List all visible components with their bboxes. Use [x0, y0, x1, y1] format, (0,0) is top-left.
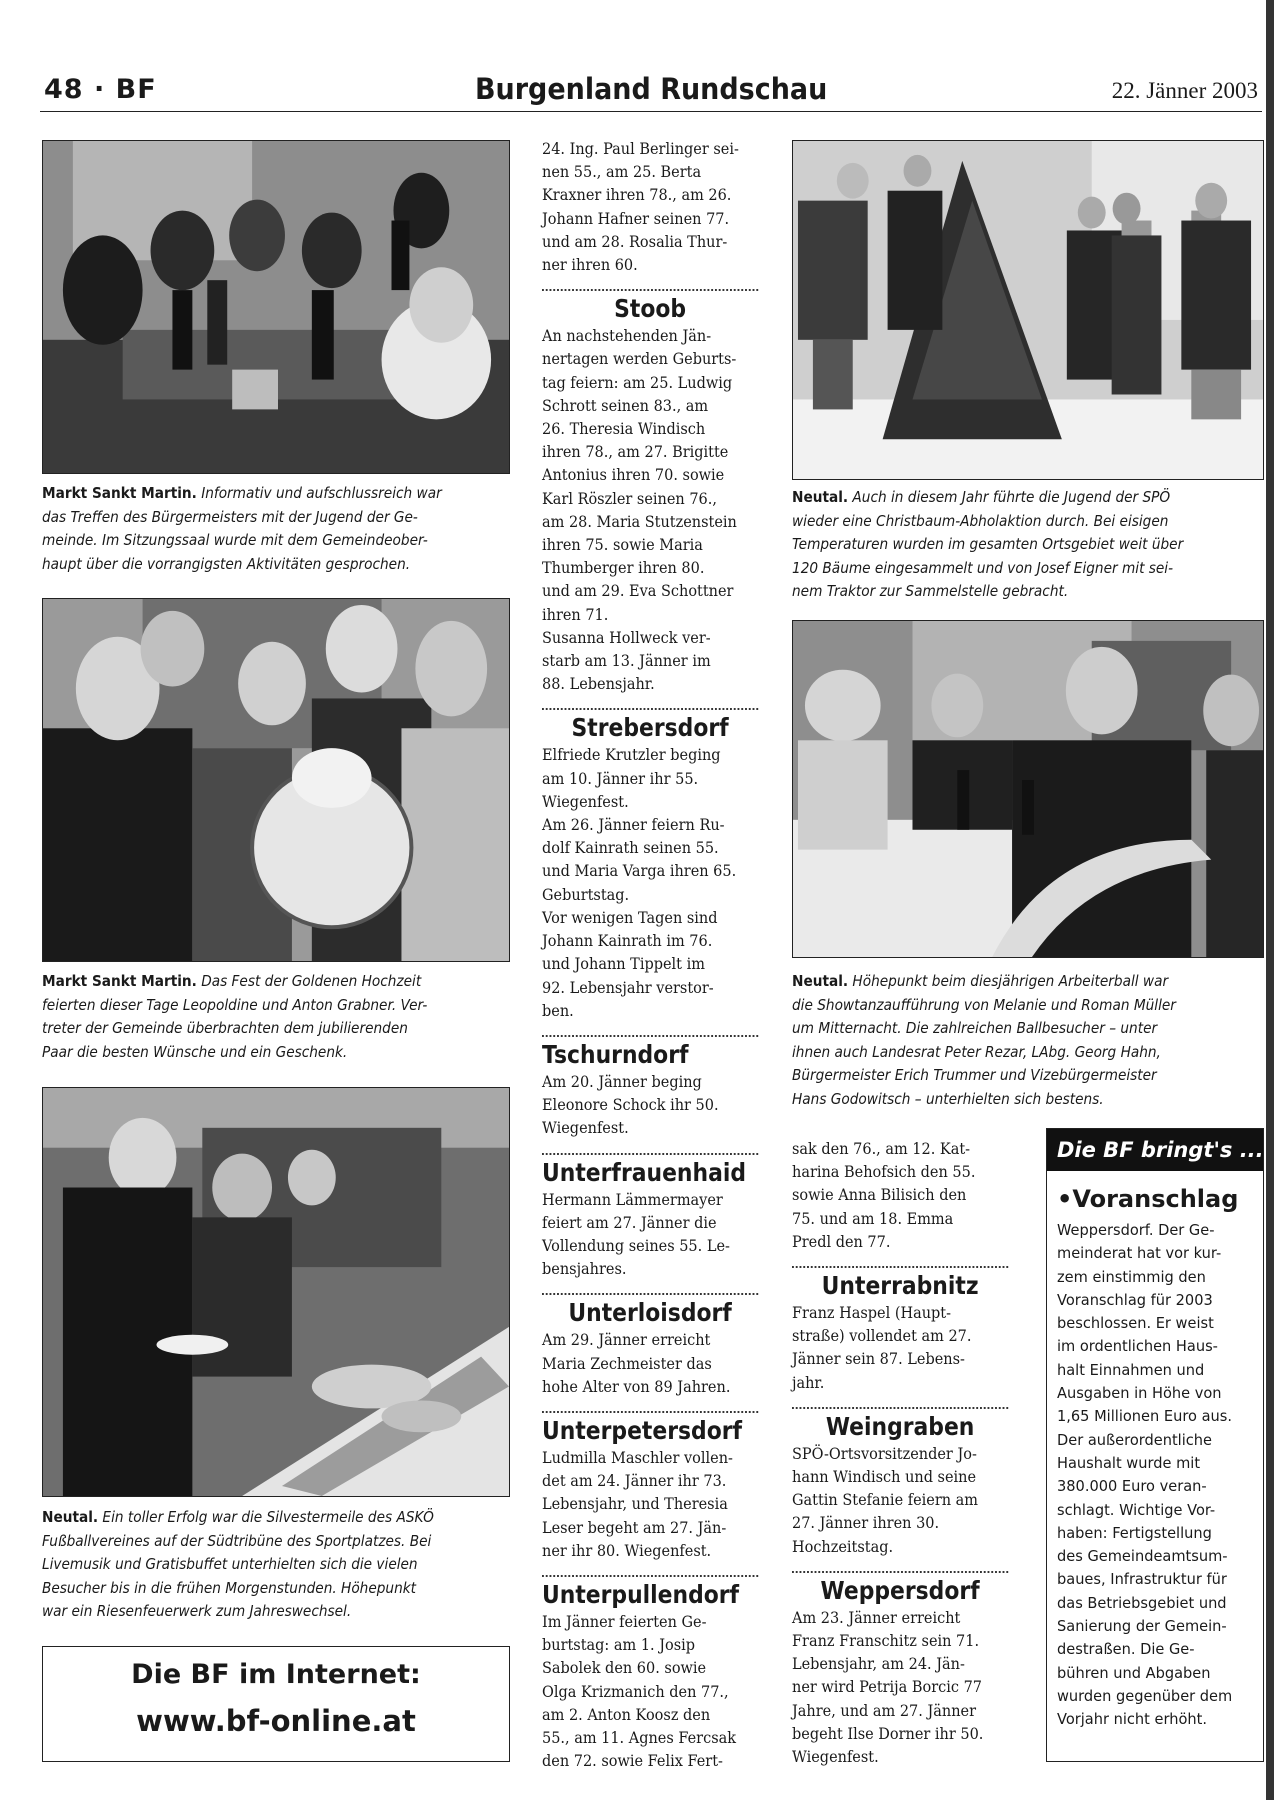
section-heading-unterrabnitz: Unterrabnitz	[821, 1271, 979, 1301]
section-heading-weingraben: Weingraben	[825, 1411, 975, 1441]
photo-silvester-buffet-image	[43, 1088, 509, 1496]
photo-youth-meeting	[42, 140, 510, 474]
bf-news-box	[1046, 1128, 1264, 1762]
dotted-separator	[542, 277, 758, 291]
caption-place: Markt Sankt Martin.	[42, 972, 197, 990]
dotted-separator	[792, 1254, 1008, 1268]
caption-golden-wedding: Markt Sankt Martin. Das Fest der Goldenen Hochzeit feierten dieser Tage Leopoldine und Anton Grabner. Ver- treter der Gemeinde überbrachten dem jubilierenden Paar die besten Wünsche und ein Geschenk.	[42, 972, 428, 1061]
page-binding-edge	[1266, 0, 1274, 1800]
section-heading-weppersdorf: Weppersdorf	[820, 1575, 980, 1605]
bf-news-box-heading: Die BF bringt's ...	[1047, 1129, 1263, 1171]
dotted-separator	[542, 696, 758, 710]
photo-silvester-buffet	[42, 1087, 510, 1497]
caption-youth-meeting: Markt Sankt Martin. Informativ und aufschlussreich war das Treffen des Bürgermeisters mit der Jugend der Ge- meinde. Im Sitzungssaal wurde mit dem Gemeindeober- haupt über die vorrangigsten Aktivitäten gesprochen.	[42, 484, 442, 573]
internet-promo-box	[42, 1646, 510, 1762]
photo-christmas-tree-collection	[792, 140, 1264, 480]
dotted-separator	[542, 1399, 758, 1413]
section-heading-unterpullendorf: Unterpullendorf	[542, 1579, 740, 1609]
bf-news-item-title: •Voranschlag	[1057, 1185, 1239, 1213]
photo-workers-ball	[792, 620, 1264, 958]
page-header	[40, 68, 1262, 112]
caption-place: Neutal.	[792, 488, 849, 506]
photo-youth-meeting-image	[43, 141, 509, 473]
dotted-separator	[542, 1281, 758, 1295]
dotted-separator	[792, 1559, 1008, 1573]
website-link[interactable]: www.bf-online.at	[136, 1704, 416, 1738]
photo-golden-wedding	[42, 598, 510, 962]
section-heading-unterfrauenhaid: Unterfrauenhaid	[542, 1157, 746, 1187]
caption-christmas-tree-collection: Neutal. Auch in diesem Jahr führte die Jugend der SPÖ wieder eine Christbaum-Abholaktion durch. Bei eisigen Temperaturen wurden im gesamten Ortsgebiet weit über 120 Bäume eingesammelt und von Josef Eigner mit sei- nem Traktor zur Sammelstelle gebracht.	[792, 488, 1184, 600]
photo-workers-ball-image	[793, 621, 1263, 957]
dotted-separator	[542, 1141, 758, 1155]
internet-promo-title: Die BF im Internet:	[131, 1659, 421, 1690]
section-heading-unterloisdorf: Unterloisdorf	[568, 1298, 732, 1328]
caption-place: Neutal.	[792, 972, 849, 990]
dotted-separator	[542, 1563, 758, 1577]
dotted-separator	[542, 1023, 758, 1037]
newspaper-title: Burgenland Rundschau	[475, 72, 828, 106]
page-number: 48 · BF	[44, 74, 157, 105]
caption-place: Markt Sankt Martin.	[42, 484, 197, 502]
caption-silvester-buffet: Neutal. Ein toller Erfolg war die Silvestermeile des ASKÖ Fußballvereines auf der Südtribüne des Sportplatzes. Bei Livemusik und Gratisbuffet unterhielten sich die vielen Besucher bis in die frühen Morgenstunden. Höhepunkt war ein Riesenfeuerwerk zum Jahreswechsel.	[42, 1508, 434, 1620]
caption-place: Neutal.	[42, 1508, 99, 1526]
dotted-separator	[792, 1395, 1008, 1409]
section-heading-strebersdorf: Strebersdorf	[571, 713, 729, 743]
section-heading-stoob: Stoob	[614, 294, 687, 324]
section-heading-unterpetersdorf: Unterpetersdorf	[542, 1415, 743, 1445]
issue-date: 22. Jänner 2003	[1111, 78, 1258, 103]
section-heading-tschurndorf: Tschurndorf	[542, 1039, 689, 1069]
photo-golden-wedding-image	[43, 599, 509, 961]
caption-workers-ball: Neutal. Höhepunkt beim diesjährigen Arbeiterball war die Showtanzaufführung von Melanie und Roman Müller um Mitternacht. Die zahlreichen Ballbesucher – unter ihnen auch Landesrat Peter Rezar, LAbg. Georg Hahn, Bürgermeister Erich Trummer und Vizebürgermeister Hans Godowitsch – unterhielten sich bestens.	[792, 972, 1176, 1108]
text-column-middle: 24. Ing. Paul Berlinger sei- nen 55., am 25. Berta Kraxner ihren 78., am 26. Johann Hafner seinen 77. und am 28. Rosalia Thur- ner ihren 60. Stoob An nachstehenden Jän- nertagen werden Geburts- tag feiern: am 25. Ludwig Schrott seinen 83., am 26. Theresia Windisch ihren 78., am 27. Brigitte Antonius ihren 70. sowie Karl Röszler seinen 76., am 28. Maria Stutzenstein ihren 75. sowie Maria Thumberger ihren 80. und am 29. Eva Schottner ihren 71. Susanna Hollweck ver- starb am 13. Jänner im 88. Lebensjahr. Strebersdorf Elfriede Krutzler beging am 10. Jänner ihr 55. Wiegenfest. Am 26. Jänner feiern Ru- dolf Kainrath seinen 55. und Maria Varga ihren 65. Geburtstag. Vor wenigen Tagen sind Johann Kainrath im 76. und Johann Tippelt im 92. Lebensjahr verstor- ben. Tschurndorf Am 20. Jänner beging Eleonore Schock ihr 50. Wiegenfest. Unterfrauenhaid Hermann Lämmermayer feiert am 27. Jänner die Vollendung seines 55. Le- bensjahres. Unterloisdorf Am 29. Jänner erreicht Maria Zechmeister das hohe Alter von 89 Jahren. Unterpetersdorf Ludmilla Maschler vollen- det am 24. Jänner ihr 73. Lebensjahr, und Theresia Leser begeht am 27. Jän- ner ihr 80. Wiegenfest. Unterpullendorf Im Jänner feierten Ge- burtstag: am 1. Josip Sabolek den 60. sowie Olga Krizmanich den 77., am 2. Anton Koosz den 55., am 11. Agnes Fercsak den 72. sowie Felix Fert-	[542, 138, 758, 1773]
photo-christmas-tree-collection-image	[793, 141, 1263, 479]
bf-news-item-body: Weppersdorf. Der Ge- meinderat hat vor kur- zem einstimmig den Voranschlag für 2003 beschlossen. Er weist im ordentlichen Haus- halt Einnahmen und Ausgaben in Höhe von 1,65 Millionen Euro aus. Der außerordentliche Haushalt wurde mit 380.000 Euro veran- schlagt. Wichtige Vor- haben: Fertigstellung des Gemeindeamtsum- baues, Infrastruktur für das Betriebsgebiet und Sanierung der Gemein- destraßen. Die Ge- bühren und Abgaben wurden gegenüber dem Vorjahr nicht erhöht.	[1057, 1221, 1233, 1729]
text-column-right: sak den 76., am 12. Kat- harina Behofsich den 55. sowie Anna Bilisich den 75. und am 18. Emma Predl den 77. Unterrabnitz Franz Haspel (Haupt- straße) vollendet am 27. Jänner sein 87. Lebens- jahr. Weingraben SPÖ-Ortsvorsitzender Jo- hann Windisch und seine Gattin Stefanie feiern am 27. Jänner ihren 30. Hochzeitstag. Weppersdorf Am 23. Jänner erreicht Franz Franschitz sein 71. Lebensjahr, am 24. Jän- ner wird Petrija Borcic 77 Jahre, und am 27. Jänner begeht Ilse Dorner ihr 50. Wiegenfest.	[792, 1138, 1008, 1769]
